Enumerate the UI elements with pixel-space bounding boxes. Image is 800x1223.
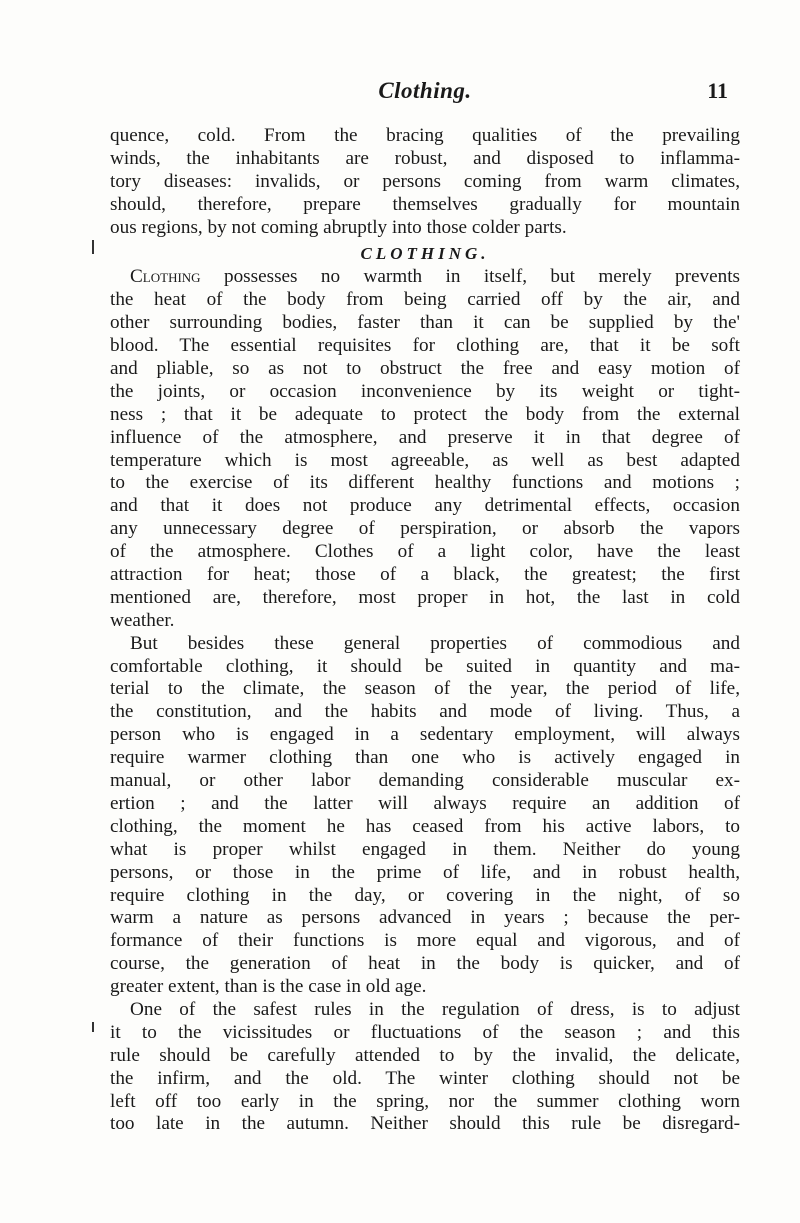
text-line: blood. The essential requisites for clothing are, that it be soft	[110, 335, 740, 357]
text-line: require warmer clothing than one who is actively engaged in	[110, 747, 740, 769]
text-line: greater extent, than is the case in old age.	[110, 976, 427, 998]
text-line: the joints, or occasion inconvenience by its weight or tight-	[110, 380, 740, 402]
text-line: to the exercise of its different healthy functions and motions ;	[110, 472, 740, 494]
text-line: But besides these general properties of commodious and	[130, 632, 740, 654]
body-text	[110, 125, 740, 1136]
text-line: influence of the atmosphere, and preserve it in that degree of	[110, 426, 740, 448]
text-line: it to the vicissitudes or fluctuations of the season ; and this	[110, 1021, 740, 1043]
text-line: mentioned are, therefore, most proper in hot, the last in cold	[110, 586, 740, 608]
text-line: of the atmosphere. Clothes of a light color, have the least	[110, 541, 740, 563]
text-line: ertion ; and the latter will always require an addition of	[110, 792, 740, 814]
text-line: and that it does not produce any detrimental effects, occasion	[110, 495, 740, 517]
margin-mark	[92, 1022, 94, 1032]
text-line: tory diseases: invalids, or persons coming from warm climates,	[110, 170, 740, 192]
text-line: rule should be carefully attended to by the invalid, the delicate,	[110, 1044, 740, 1066]
text-line: too late in the autumn. Neither should this rule be disregard-	[110, 1113, 740, 1135]
text-line: weather.	[110, 609, 175, 631]
text-line: clothing, the moment he has ceased from his active labors, to	[110, 815, 740, 837]
text-line: course, the generation of heat in the body is quicker, and of	[110, 953, 740, 975]
text-line: quence, cold. From the bracing qualities of the prevailing	[110, 125, 740, 146]
text-line: person who is engaged in a sedentary employment, will always	[110, 724, 740, 746]
paragraph-opening-line	[110, 266, 740, 289]
text-line: the heat of the body from being carried off by the air, and	[110, 289, 740, 311]
text-line: require clothing in the day, or covering in the night, of so	[110, 884, 740, 906]
text-line: the constitution, and the habits and mode of living. Thus, a	[110, 701, 740, 723]
text-line: what is proper whilst engaged in them. Neither do young	[110, 838, 740, 860]
text-line: any unnecessary degree of perspiration, or absorb the vapors	[110, 518, 740, 540]
text-line: comfortable clothing, it should be suited in quantity and ma-	[110, 655, 740, 677]
text-line: terial to the climate, the season of the year, the period of life,	[110, 678, 740, 700]
text-line: other surrounding bodies, faster than it can be supplied by the'	[110, 312, 740, 334]
text-line: manual, or other labor demanding considerable muscular ex-	[110, 770, 740, 792]
text-line: attraction for heat; those of a black, the greatest; the first	[110, 564, 740, 586]
text-line: ous regions, by not coming abruptly into those colder parts.	[110, 216, 567, 238]
text-line: temperature which is most agreeable, as well as best adapted	[110, 449, 740, 471]
text-line: winds, the inhabitants are robust, and disposed to inflamma-	[110, 147, 740, 169]
text-line: the infirm, and the old. The winter clothing should not be	[110, 1067, 740, 1089]
text-line: One of the safest rules in the regulation of dress, is to adjust	[130, 998, 740, 1020]
text-line: formance of their functions is more equal and vigorous, and of	[110, 930, 740, 952]
text-line: left off too early in the spring, nor the summer clothing worn	[110, 1090, 740, 1112]
paragraph-lead-rest: possesses no warmth in itself, but merely prevents	[223, 266, 741, 288]
text-line: ness ; that it be adequate to protect the body from the external	[110, 403, 740, 425]
section-heading: CLOTHING.	[360, 244, 490, 264]
margin-mark	[92, 240, 94, 254]
running-head	[110, 78, 740, 108]
text-line: warm a nature as persons advanced in years ; because the per-	[110, 907, 740, 929]
text-line: and pliable, so as not to obstruct the free and easy motion of	[110, 358, 740, 380]
page-number: 11	[707, 78, 728, 103]
running-title: Clothing.	[378, 78, 472, 103]
text-line: should, therefore, prepare themselves gradually for mountain	[110, 193, 740, 215]
paragraph-lead-word: Clothing	[130, 266, 201, 288]
text-line: persons, or those in the prime of life, and in robust health,	[110, 861, 740, 883]
